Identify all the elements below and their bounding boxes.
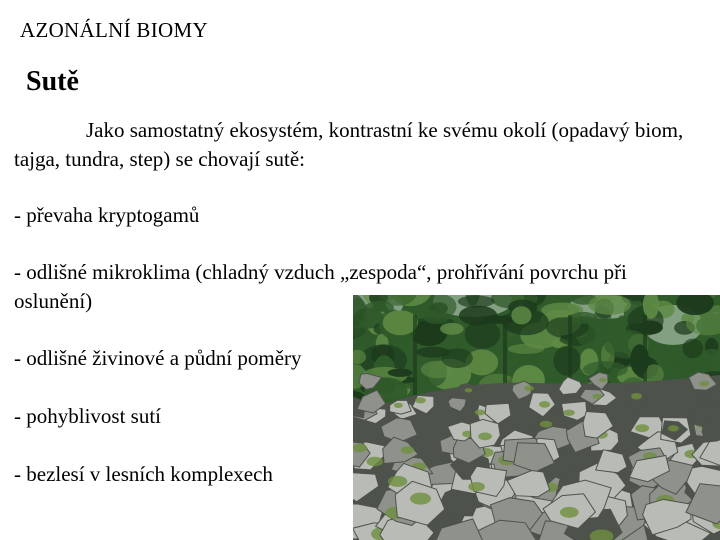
bullet-point-4: - pohyblivost sutí	[14, 404, 162, 428]
intro-paragraph: Jako samostatný ekosystém, kontrastní ke svému okolí (opadavý biom, tajga, tundra, step) se chovají sutě:	[14, 118, 684, 171]
bullet-point-5: - bezlesí v lesních komplexech	[14, 462, 273, 486]
bullet-point-2: - odlišné mikroklima (chladný vzduch „zespoda“, prohřívání povrchu při oslunění)	[14, 260, 627, 313]
bullet-point-1: - převaha kryptogamů	[14, 203, 200, 227]
slide-subtitle: Sutě	[26, 66, 79, 97]
scree-rocks	[353, 372, 720, 540]
slide-heading: AZONÁLNÍ BIOMY	[20, 18, 208, 42]
bullet-point-3: - odlišné živinové a půdní poměry	[14, 346, 302, 370]
scree-forest-photo	[353, 295, 720, 540]
